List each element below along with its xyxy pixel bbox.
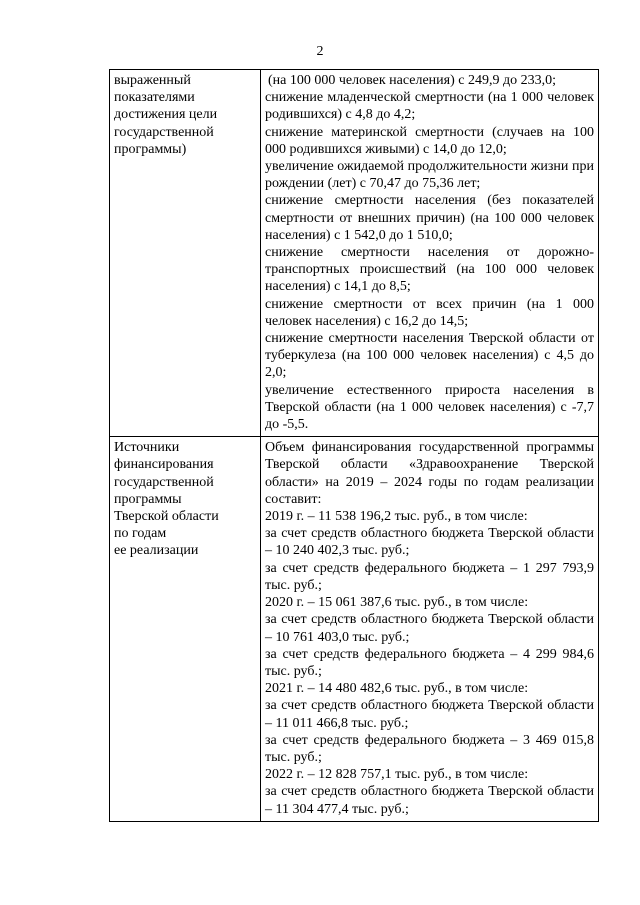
label-line: показателями — [114, 90, 195, 106]
label-line: ее реализации — [114, 543, 199, 559]
label-line: программы) — [114, 141, 187, 157]
row-label-cell — [110, 437, 261, 821]
funding-paragraph: за счет средств федерального бюджета – 4 299 984,6 тыс. руб.; — [265, 646, 594, 679]
label-line: финансирования — [114, 457, 214, 473]
indicator-paragraph: снижение смертности населения от дорожно-транспортных происшествий (на 100 000 человек населения) с 14,1 до 8,5; — [265, 245, 594, 295]
indicator-paragraph: увеличение естественного прироста населения в Тверской области (на 1 000 человек населения) с -7,7 до -5,5. — [265, 382, 594, 433]
indicator-paragraph: увеличение ожидаемой продолжительности жизни при рождении (лет) с 70,47 до 75,36 лет; — [265, 159, 594, 192]
funding-paragraph: 2022 г. – 12 828 757,1 тыс. руб., в том числе: — [265, 767, 529, 783]
funding-paragraph: за счет средств областного бюджета Тверской области – 10 761 403,0 тыс. руб.; — [265, 612, 594, 645]
program-passport-table — [109, 69, 599, 822]
label-line: программы — [114, 491, 182, 507]
row-content-cell — [261, 437, 599, 821]
label-line: достижения цели — [114, 107, 218, 123]
funding-paragraph: 2021 г. – 14 480 482,6 тыс. руб., в том числе: — [265, 681, 529, 697]
label-line: по годам — [114, 526, 167, 542]
funding-paragraph: за счет средств федерального бюджета – 1 297 793,9 тыс. руб.; — [265, 560, 594, 593]
funding-paragraph: за счет средств федерального бюджета – 3 469 015,8 тыс. руб.; — [265, 732, 594, 765]
label-line: Тверской области — [114, 509, 219, 525]
indicator-paragraph: снижение смертности от всех причин (на 1 000 человек населения) с 16,2 до 14,5; — [265, 296, 594, 329]
row-content-cell — [261, 70, 599, 437]
funding-paragraph: за счет средств областного бюджета Тверской области – 10 240 402,3 тыс. руб.; — [265, 526, 594, 559]
indicator-paragraph: снижение младенческой смертности (на 1 000 человек родившихся) с 4,8 до 4,2; — [265, 90, 594, 123]
label-line: государственной — [114, 474, 214, 490]
page-number: 2 — [316, 44, 324, 59]
label-line: выраженный — [114, 73, 191, 88]
table-row-funding — [110, 437, 599, 821]
funding-paragraph: 2020 г. – 15 061 387,6 тыс. руб., в том числе: — [265, 595, 529, 611]
indicator-paragraph: снижение материнской смертности (случаев на 100 000 родившихся живыми) с 14,0 до 12,0; — [265, 124, 594, 157]
indicator-paragraph: (на 100 000 человек населения) с 249,9 до 233,0; — [268, 73, 556, 88]
funding-paragraph: за счет средств областного бюджета Тверской области – 11 304 477,4 тыс. руб.; — [265, 784, 594, 817]
funding-paragraph: за счет средств областного бюджета Тверской области – 11 011 466,8 тыс. руб.; — [265, 698, 594, 731]
funding-paragraph: 2019 г. – 11 538 196,2 тыс. руб., в том числе: — [265, 509, 528, 525]
label-line: Источники — [114, 440, 180, 456]
funding-paragraph: Объем финансирования государственной программы Тверской области «Здравоохранение Тверской области» на 2019 – 2024 годы по годам реализации составит: — [265, 440, 594, 507]
label-line: государственной — [114, 124, 214, 140]
table-row-indicators — [110, 70, 599, 437]
row-label-cell — [110, 70, 261, 437]
indicator-paragraph: снижение смертности населения (без показателей смертности от внешних причин) (на 100 000 человек населения) с 1 542,0 до 1 510,0; — [265, 193, 594, 243]
indicator-paragraph: снижение смертности населения Тверской области от туберкулеза (на 100 000 человек населения) с 4,5 до 2,0; — [265, 331, 594, 381]
